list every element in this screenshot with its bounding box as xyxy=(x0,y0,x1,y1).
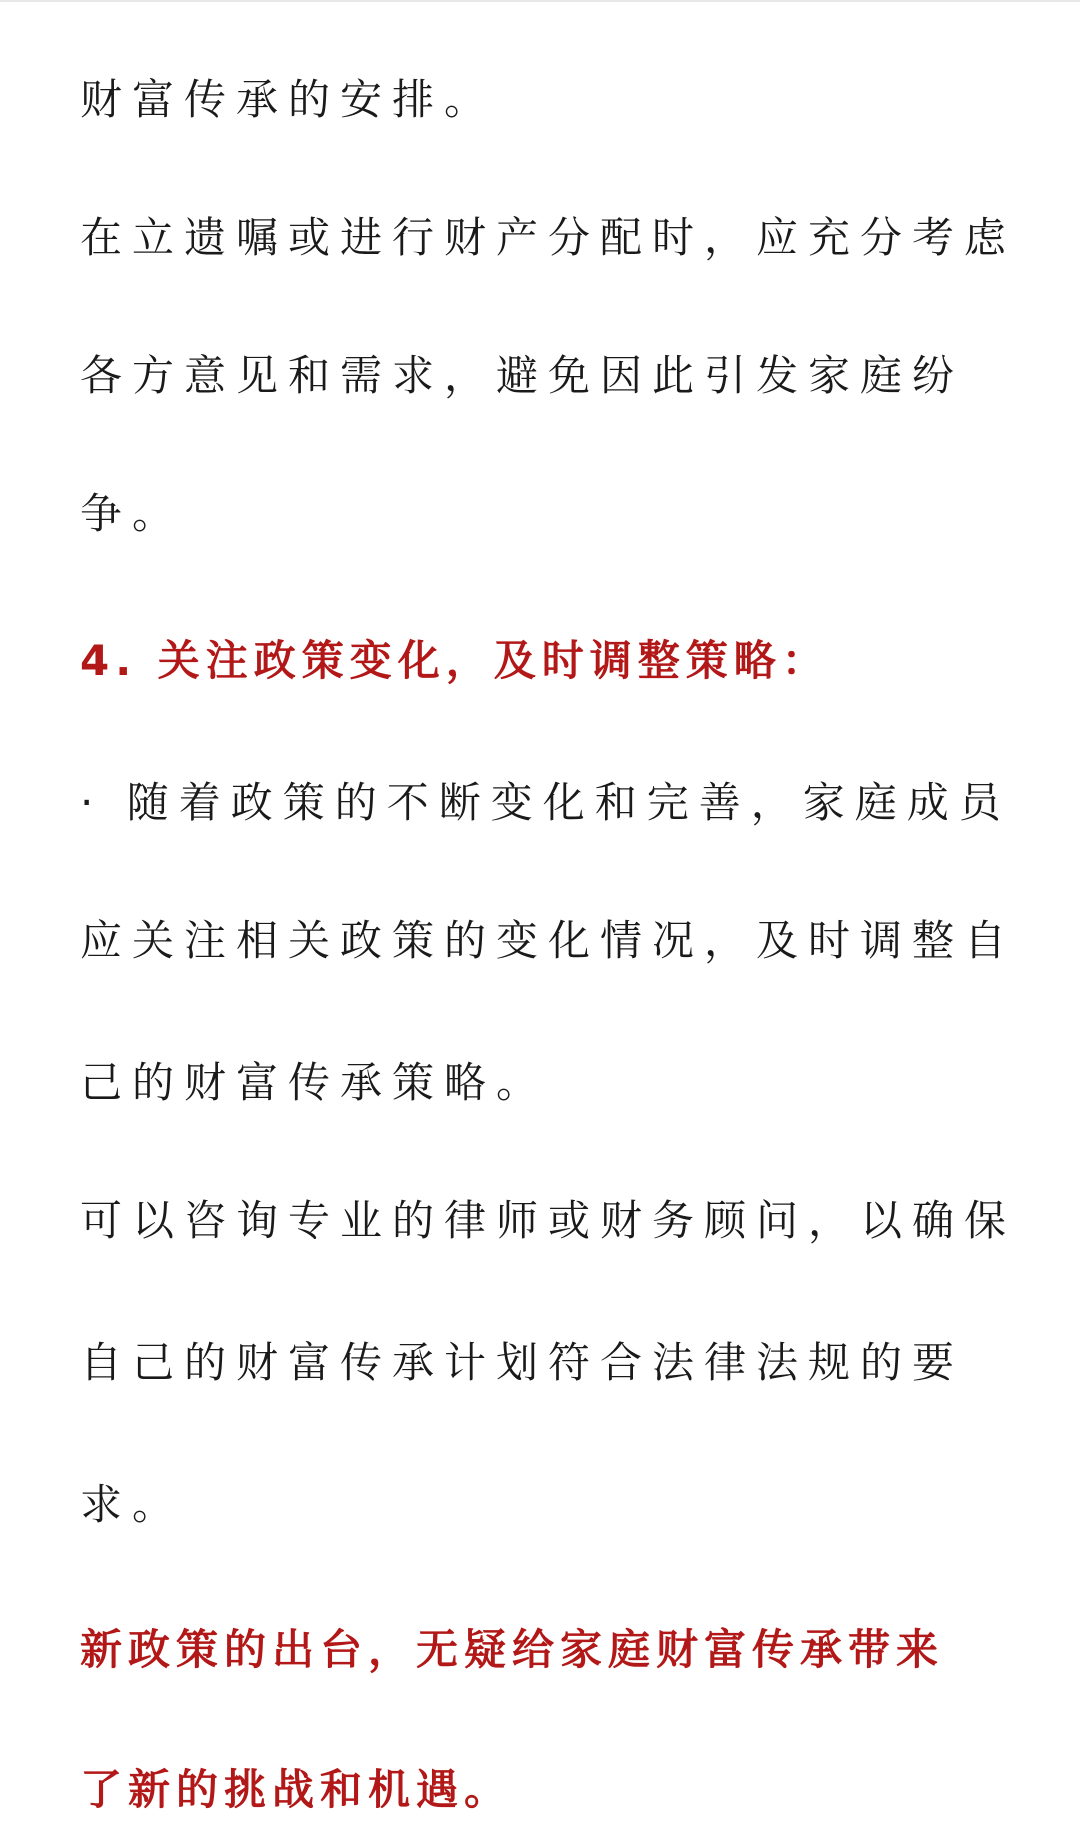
paragraph-line: 己的财富传承策略。 xyxy=(80,1058,549,1107)
bullet-item-line: · 随着政策的不断变化和完善，家庭成员 xyxy=(80,778,1011,827)
paragraph-line: 求。 xyxy=(80,1480,185,1529)
paragraph-line: 各方意见和需求，避免因此引发家庭纷 xyxy=(80,351,965,400)
paragraph-line: 自己的财富传承计划符合法律法规的要 xyxy=(80,1338,965,1387)
top-divider xyxy=(0,0,1080,2)
paragraph-line: 在立遗嘱或进行财产分配时，应充分考虑 xyxy=(80,213,1017,262)
paragraph-line: 可以咨询专业的律师或财务顾问，以确保 xyxy=(80,1196,1017,1245)
section-heading: 4. 关注政策变化，及时调整策略： xyxy=(80,636,830,685)
paragraph-line: 应关注相关政策的变化情况，及时调整自 xyxy=(80,916,1017,965)
paragraph-line: 财富传承的安排。 xyxy=(80,75,497,124)
conclusion-highlight: 新政策的出台，无疑给家庭财富传承带来 xyxy=(80,1625,945,1674)
conclusion-highlight: 了新的挑战和机遇。 xyxy=(80,1765,513,1814)
paragraph-line: 争。 xyxy=(80,489,185,538)
